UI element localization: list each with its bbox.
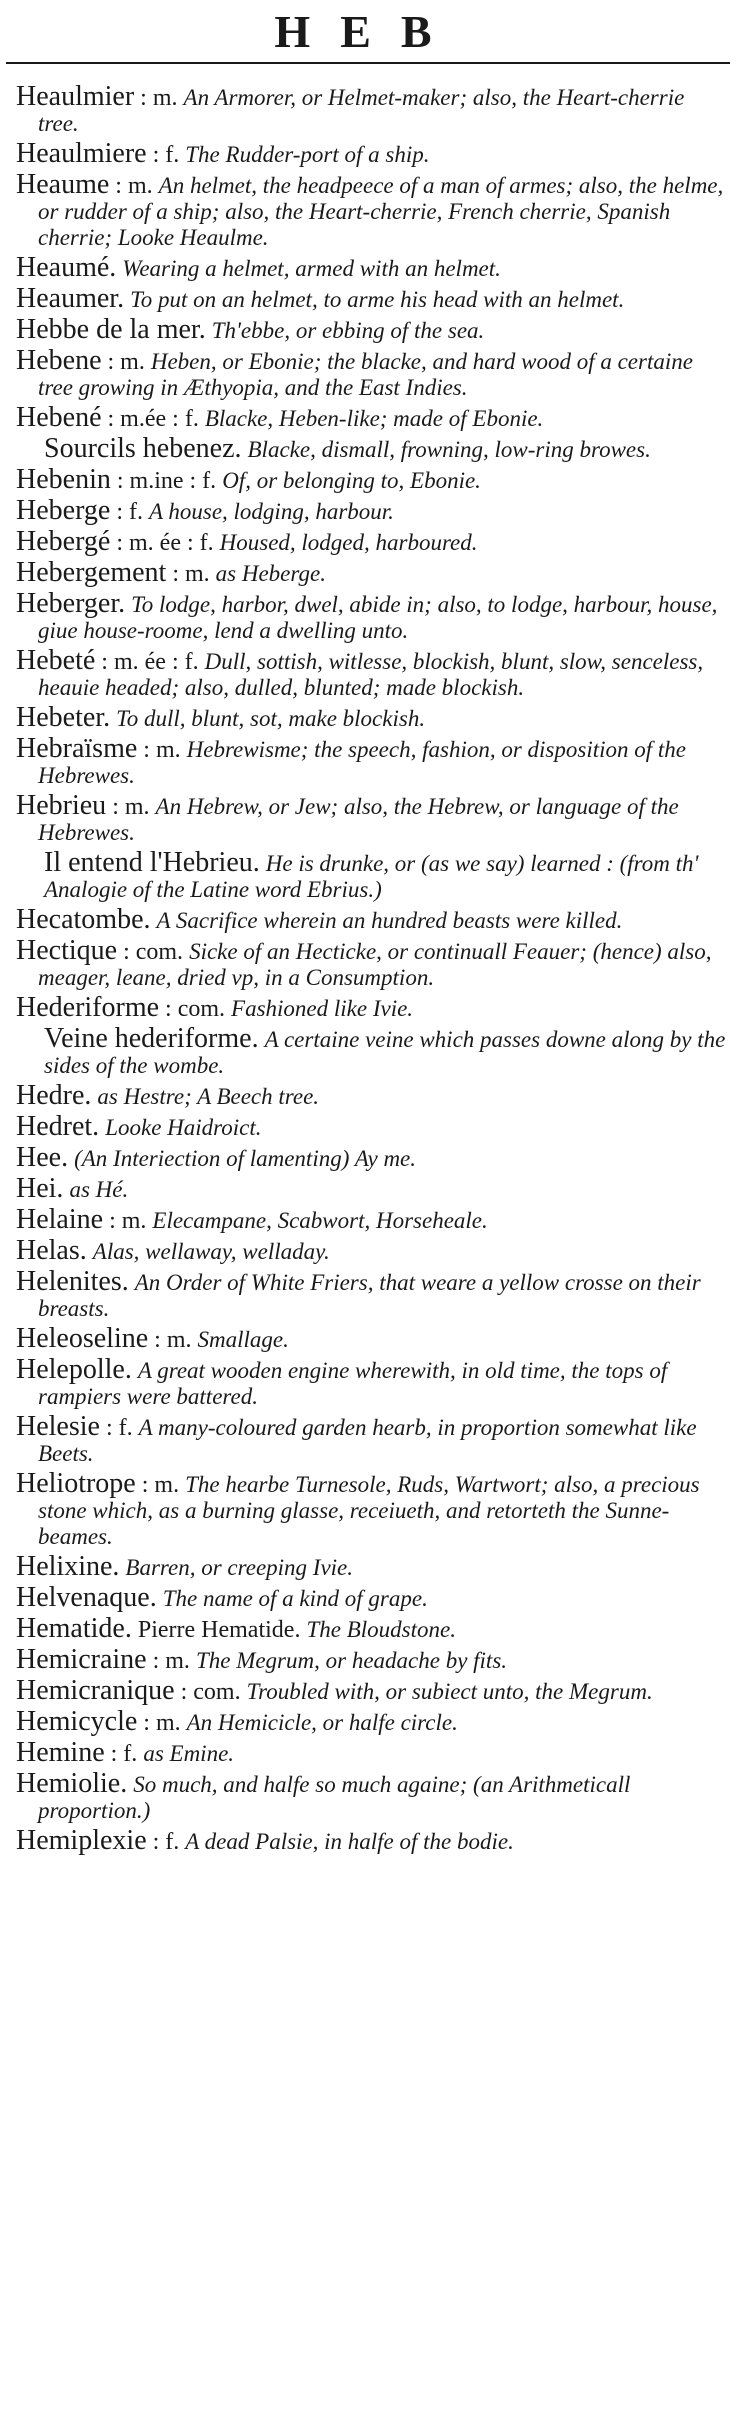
dictionary-entry (16, 81, 728, 137)
dictionary-entry (16, 1551, 728, 1582)
entry-headword: Heleoseline (16, 1323, 149, 1354)
entry-definition: He is drunke, or (as we say) learned : (from th' Analogie of the Latine word Ebrius.) (44, 851, 699, 902)
entry-headword: Heaulmier (16, 81, 135, 112)
entry-headword: Helixine. (16, 1551, 120, 1582)
dictionary-entry (16, 345, 728, 401)
dictionary-entry (16, 733, 728, 789)
dictionary-entry (16, 904, 728, 935)
entry-definition: Sicke of an Hecticke, or continuall Feauer; (hence) also, meager, leane, dried vp, in a Consumption. (38, 939, 712, 990)
entry-headword: Helenites. (16, 1266, 129, 1297)
entry-grammar: : m. (172, 561, 210, 587)
dictionary-entry (16, 495, 728, 526)
entry-headword: Helesie (16, 1411, 100, 1442)
entry-definition: Barren, or creeping Ivie. (125, 1555, 354, 1580)
entry-headword: Hemicraine (16, 1644, 147, 1675)
entry-headword: Hemiolie. (16, 1768, 128, 1799)
entry-definition: To dull, blunt, sot, make blockish. (116, 706, 426, 731)
dictionary-subentry (16, 847, 728, 903)
entry-grammar: : m. (112, 794, 150, 820)
entry-definition: Th'ebbe, or ebbing of the sea. (211, 318, 485, 343)
page-title: HEB (274, 5, 462, 57)
entry-headword: Heaulmiere (16, 138, 147, 169)
entry-headword: Hemine (16, 1737, 105, 1768)
entry-headword: Heaume (16, 169, 110, 200)
entry-headword: Hebbe de la mer. (16, 314, 206, 345)
entry-definition: Wearing a helmet, armed with an helmet. (122, 256, 501, 281)
entry-grammar: : m. ée : f. (116, 530, 214, 556)
page-header (0, 0, 736, 62)
entry-grammar: : com. (165, 996, 226, 1022)
dictionary-entry (16, 526, 728, 557)
entry-headword: Hebene (16, 345, 102, 376)
entry-definition: A many-coloured garden hearb, in proportion somewhat like Beets. (38, 1415, 697, 1466)
entry-headword: Helepolle. (16, 1354, 132, 1385)
entry-grammar: : m. (143, 737, 181, 763)
entry-grammar: : m.ine : f. (116, 468, 217, 494)
entry-definition: Hebrewisme; the speech, fashion, or disposition of the Hebrewes. (38, 737, 686, 788)
entry-headword: Hebeter. (16, 702, 111, 733)
entry-definition: To lodge, harbor, dwel, abide in; also, to lodge, harbour, house, giue house-roome, lend a dwelling unto. (38, 592, 718, 643)
entry-definition: The Megrum, or headache by fits. (195, 1648, 508, 1673)
entry-grammar: : m. (154, 1327, 192, 1353)
dictionary-entry (16, 1204, 728, 1235)
entry-definition: Smallage. (197, 1327, 289, 1352)
entry-headword: Hemiplexie (16, 1825, 147, 1856)
entry-definition: as Hestre; A Beech tree. (97, 1084, 320, 1109)
entry-headword: Hei. (16, 1173, 64, 1204)
dictionary-entry (16, 1582, 728, 1613)
entry-headword: Helaine (16, 1204, 104, 1235)
entry-definition: Housed, lodged, harboured. (219, 530, 478, 555)
entry-headword: Heberger. (16, 588, 126, 619)
dictionary-entry (16, 402, 728, 433)
entry-grammar: : m. (109, 1208, 147, 1234)
entry-grammar: : m. (140, 85, 178, 111)
entry-definition: So much, and halfe so much againe; (an Arithmeticall proportion.) (38, 1772, 631, 1823)
dictionary-entry (16, 1768, 728, 1824)
entry-headword: Hebergé (16, 526, 111, 557)
entry-definition: The Rudder-port of a ship. (185, 142, 430, 167)
dictionary-entry (16, 1323, 728, 1354)
entry-grammar: : m. (107, 349, 145, 375)
dictionary-entry (16, 169, 728, 251)
entry-definition: The Bloudstone. (306, 1617, 456, 1642)
entry-definition: An Order of White Friers, that weare a yellow crosse on their breasts. (38, 1270, 701, 1321)
entry-definition: A great wooden engine wherewith, in old time, the tops of rampiers were battered. (38, 1358, 668, 1409)
entry-definition: (An Interiection of lamenting) Ay me. (74, 1146, 417, 1171)
dictionary-entry (16, 1354, 728, 1410)
entry-headword: Hemicycle (16, 1706, 138, 1737)
dictionary-entry (16, 1825, 728, 1856)
entry-headword: Sourcils hebenez. (44, 433, 242, 464)
dictionary-entry (16, 1142, 728, 1173)
entry-definition: To put on an helmet, to arme his head with an helmet. (130, 287, 625, 312)
entry-definition: Troubled with, or subiect unto, the Megrum. (246, 1679, 653, 1704)
entry-definition: The name of a kind of grape. (162, 1586, 428, 1611)
dictionary-entry (16, 138, 728, 169)
entry-definition: Alas, wellaway, welladay. (92, 1239, 330, 1264)
entry-headword: Hebraïsme (16, 733, 138, 764)
entry-definition: A Sacrifice wherein an hundred beasts were killed. (156, 908, 623, 933)
dictionary-subentry (16, 433, 728, 464)
entry-headword: Hecatombe. (16, 904, 151, 935)
entry-grammar: : f. (105, 1415, 133, 1441)
dictionary-entry (16, 935, 728, 991)
entry-definition: as Heberge. (215, 561, 326, 586)
dictionary-entry (16, 1613, 728, 1644)
dictionary-entry (16, 1737, 728, 1768)
dictionary-entry (16, 1411, 728, 1467)
entry-headword: Hebeté (16, 645, 96, 676)
entry-headword: Hederiforme (16, 992, 160, 1023)
entry-grammar: : m. ée : f. (101, 649, 199, 675)
entry-definition: An Hemicicle, or halfe circle. (186, 1710, 458, 1735)
entry-definition: as Emine. (143, 1741, 235, 1766)
entry-definition: An Hebrew, or Jew; also, the Hebrew, or language of the Hebrewes. (38, 794, 679, 845)
dictionary-entry (16, 283, 728, 314)
entry-definition: Blacke, dismall, frowning, low-ring browes. (247, 437, 651, 462)
entry-headword: Helvenaque. (16, 1582, 157, 1613)
entry-grammar: : com. (180, 1679, 241, 1705)
entry-headword: Hedre. (16, 1080, 92, 1111)
entry-grammar: : m. (141, 1472, 180, 1498)
entry-definition: An Armorer, or Helmet-maker; also, the Heart-cherrie tree. (38, 85, 685, 136)
dictionary-entry (16, 992, 728, 1023)
entry-headword: Hedret. (16, 1111, 100, 1142)
entry-grammar: : f. (116, 499, 143, 525)
entry-headword: Il entend l'Hebrieu. (44, 847, 260, 878)
entry-headword: Hemicranique (16, 1675, 175, 1706)
entry-definition: Blacke, Heben-like; made of Ebonie. (204, 406, 544, 431)
entry-headword: Heberge (16, 495, 111, 526)
entry-headword: Hebenin (16, 464, 111, 495)
dictionary-entry (16, 588, 728, 644)
dictionary-entry (16, 702, 728, 733)
dictionary-entry (16, 1706, 728, 1737)
dictionary-entry (16, 464, 728, 495)
entry-definition: The hearbe Turnesole, Ruds, Wartwort; also, a precious stone which, as a burning glasse, receiueth, and retorteth the Sunne-beames. (38, 1472, 700, 1549)
entry-grammar: Pierre Hematide. (137, 1617, 301, 1643)
entry-grammar: : m. (143, 1710, 181, 1736)
dictionary-subentry (16, 1023, 728, 1079)
dictionary-entry (16, 645, 728, 701)
entry-headword: Hectique (16, 935, 118, 966)
dictionary-entry (16, 314, 728, 345)
entry-grammar: : m. (152, 1648, 190, 1674)
dictionary-entry (16, 1644, 728, 1675)
dictionary-entry (16, 1468, 728, 1550)
dictionary-entry (16, 1675, 728, 1706)
dictionary-entry (16, 790, 728, 846)
entry-definition: Heben, or Ebonie; the blacke, and hard wood of a certaine tree growing in Æthyopia, and the East Indies. (38, 349, 693, 400)
dictionary-entry (16, 1173, 728, 1204)
entry-definition: Looke Haidroict. (105, 1115, 262, 1140)
dictionary-entry (16, 557, 728, 588)
entry-definition: A dead Palsie, in halfe of the bodie. (185, 1829, 514, 1854)
entry-definition: Elecampane, Scabwort, Horseheale. (152, 1208, 488, 1233)
dictionary-entry (16, 252, 728, 283)
entry-grammar: : com. (123, 939, 184, 965)
entry-headword: Hebrieu (16, 790, 107, 821)
dictionary-entry (16, 1111, 728, 1142)
entry-headword: Heaumé. (16, 252, 117, 283)
entry-headword: Helas. (16, 1235, 87, 1266)
entry-headword: Hebergement (16, 557, 167, 588)
entry-headword: Hematide. (16, 1613, 132, 1644)
entry-grammar: : m. (115, 173, 153, 199)
dictionary-entry (16, 1080, 728, 1111)
entry-headword: Veine hederiforme. (44, 1023, 259, 1054)
entry-list (16, 81, 728, 1859)
dictionary-entry (16, 1266, 728, 1322)
entry-headword: Hee. (16, 1142, 69, 1173)
entry-definition: Of, or belonging to, Ebonie. (222, 468, 481, 493)
dictionary-entry (16, 1235, 728, 1266)
entry-grammar: : m.ée : f. (107, 406, 199, 432)
entry-grammar: : f. (152, 142, 180, 168)
entry-headword: Hebené (16, 402, 102, 433)
entry-definition: Dull, sottish, witlesse, blockish, blunt, slow, senceless, heauie headed; also, dulled, blunted; made blockish. (38, 649, 704, 700)
entry-definition: An helmet, the headpeece of a man of armes; also, the helme, or rudder of a ship; also, the Heart-cherrie, French cherrie, Spanish cherrie; Looke Heaulme. (38, 173, 724, 250)
entry-headword: Heaumer. (16, 283, 125, 314)
entry-definition: as Hé. (69, 1177, 129, 1202)
entry-grammar: : f. (110, 1741, 138, 1767)
entry-definition: A certaine veine which passes downe along by the sides of the wombe. (44, 1027, 726, 1078)
entry-definition: A house, lodging, harbour. (149, 499, 394, 524)
entry-definition: Fashioned like Ivie. (231, 996, 414, 1021)
header-rule (6, 62, 730, 64)
entry-grammar: : f. (152, 1829, 180, 1855)
entry-headword: Heliotrope (16, 1468, 136, 1499)
